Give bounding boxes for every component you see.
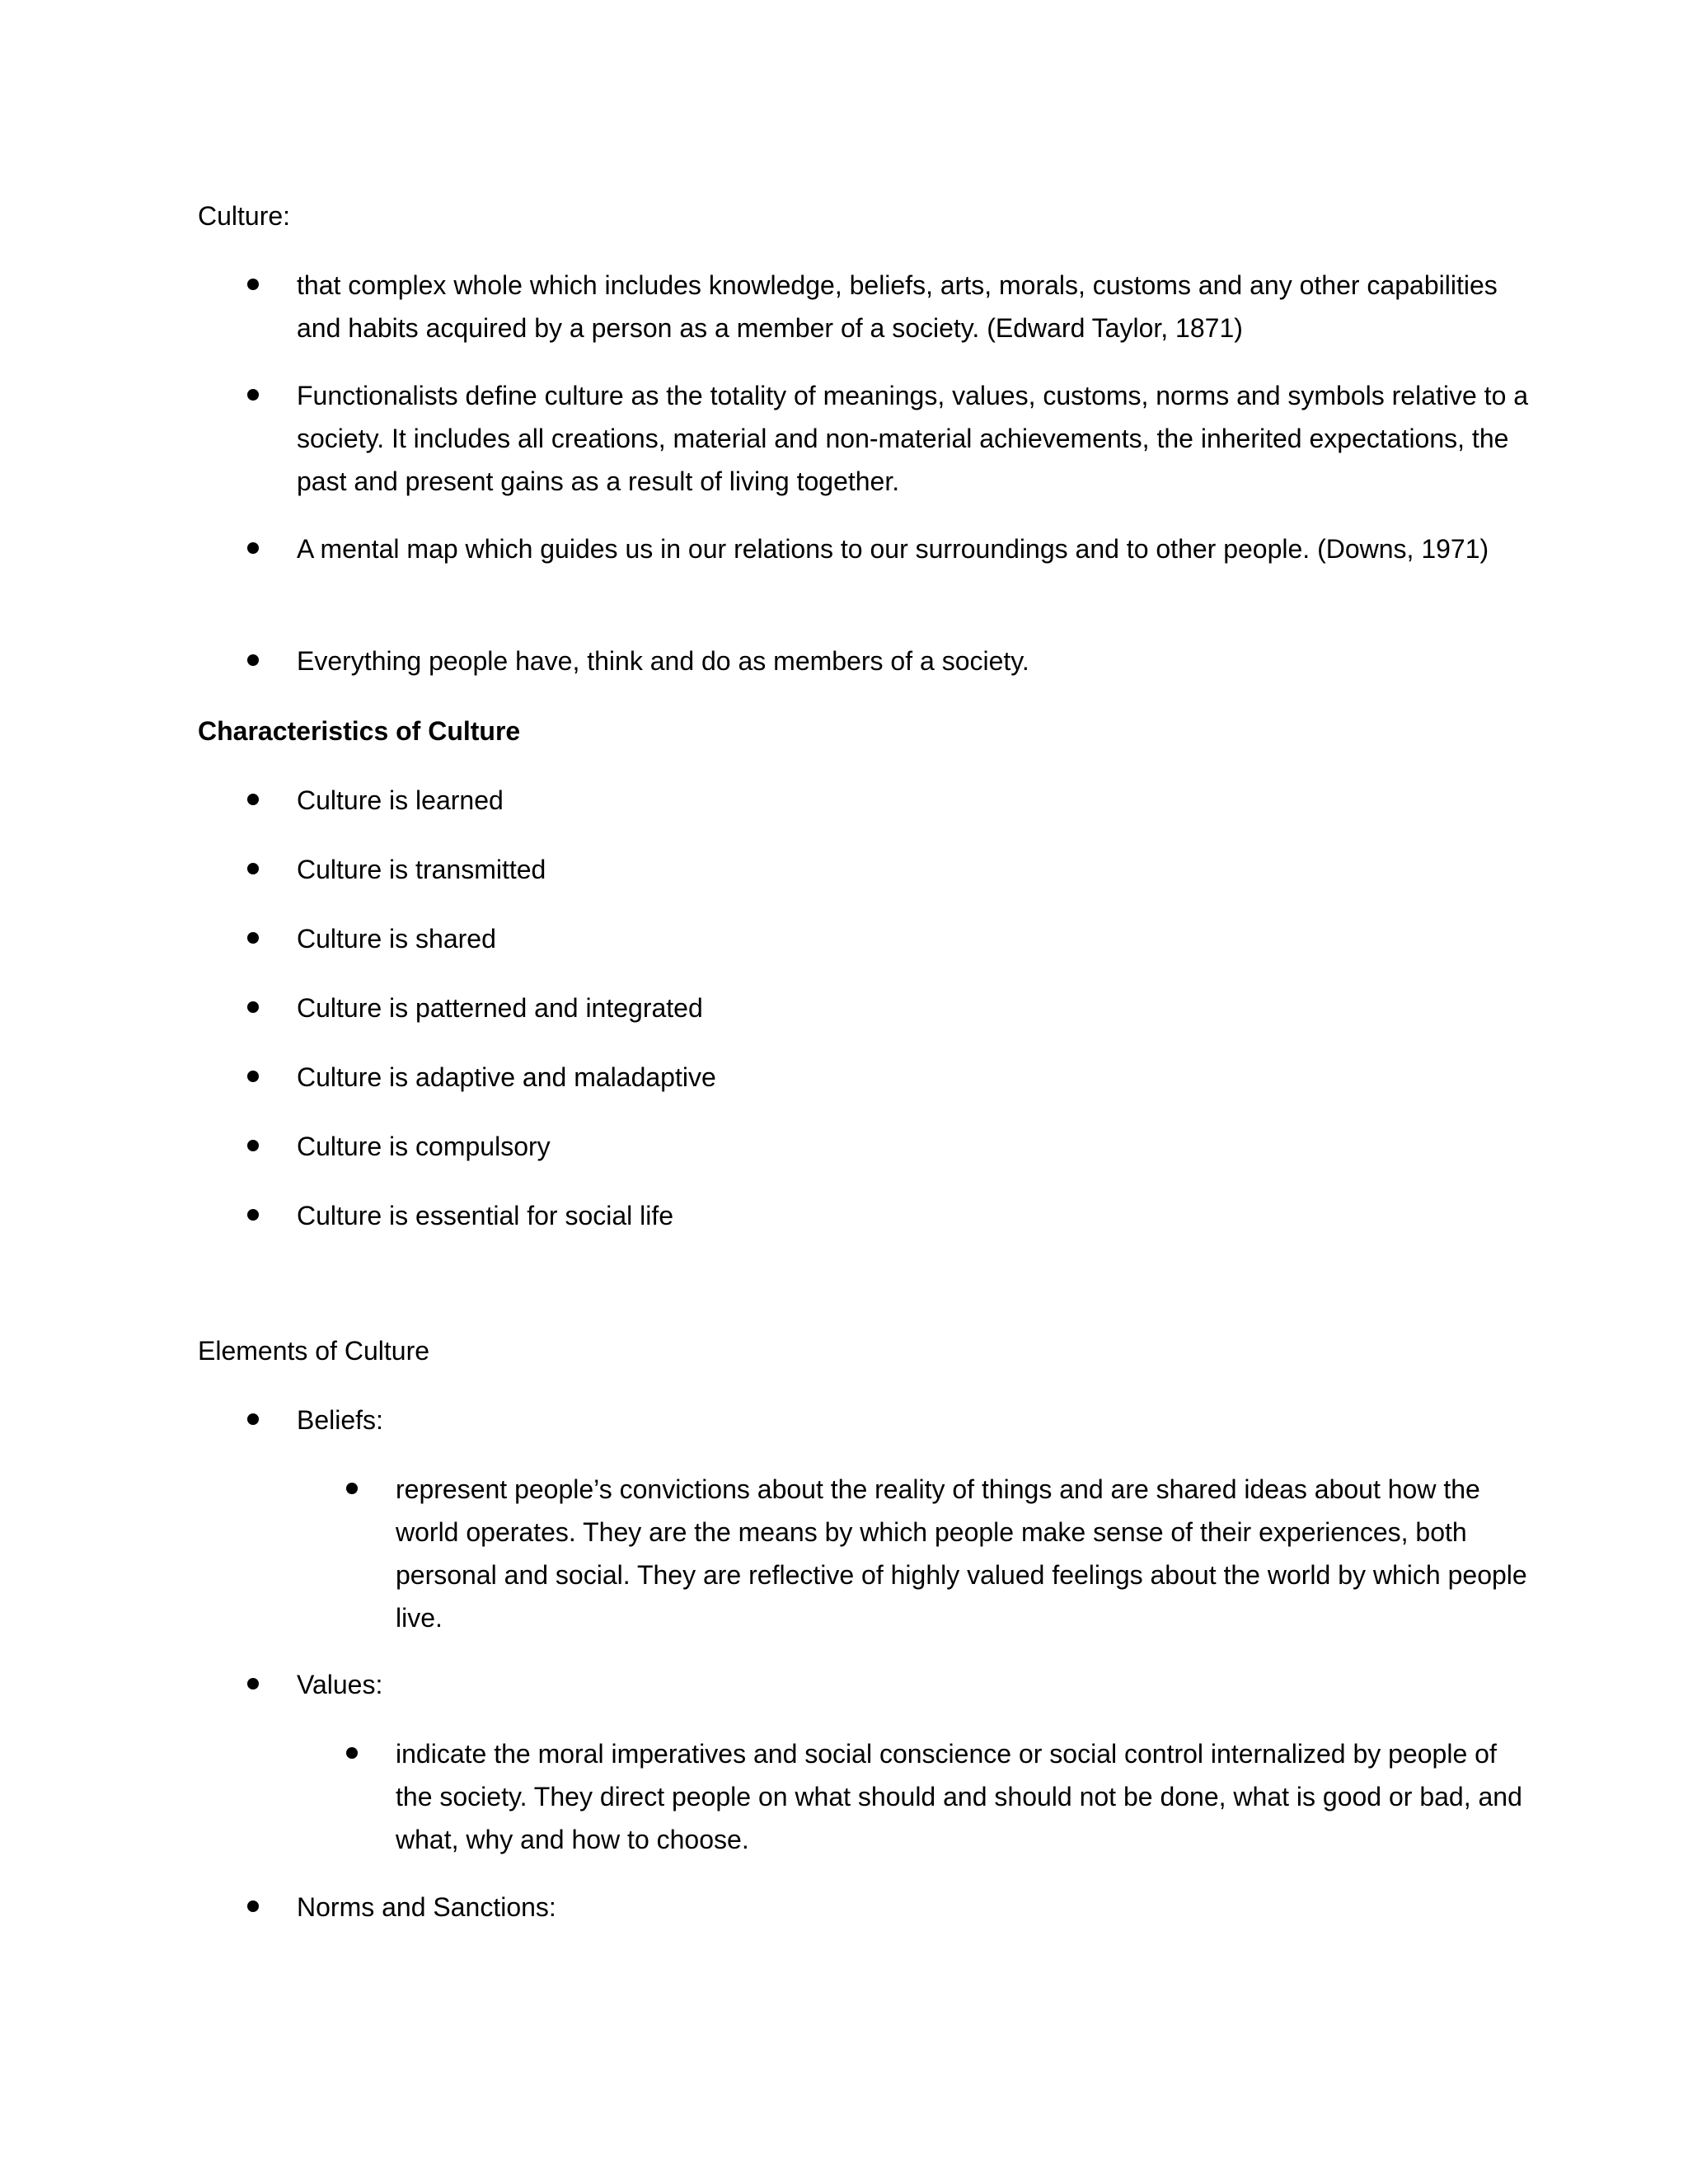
characteristic-text: Culture is transmitted (297, 855, 546, 884)
bullet-icon (346, 1747, 358, 1759)
bullet-icon (247, 542, 259, 554)
bullet-icon (247, 1140, 259, 1151)
characteristic-text: Culture is learned (297, 785, 504, 815)
bullet-icon (247, 279, 259, 290)
characteristics-heading: Characteristics of Culture (198, 716, 521, 746)
element-description: represent people’s convictions about the reality of things and are shared ideas about how the world operates. They are the means by which people make sense of their experiences, both personal and social. They are reflective of highly valued feelings about the world by which people live. (396, 1474, 1527, 1633)
definition-text: Functionalists define culture as the totality of meanings, values, customs, norms and symbols relative to a society. It includes all creations, material and non-material achievements, the inherited expectations, the past and present gains as a result of living together. (297, 381, 1529, 496)
definition-text: A mental map which guides us in our relations to our surroundings and to other people. (Downs, 1971) (297, 534, 1489, 564)
bullet-icon (247, 389, 259, 401)
bullet-icon (247, 1209, 259, 1221)
bullet-icon (247, 932, 259, 944)
element-label: Beliefs: (297, 1405, 383, 1435)
bullet-icon (247, 1001, 259, 1013)
bullet-icon (247, 654, 259, 666)
elements-heading: Elements of Culture (198, 1336, 430, 1366)
characteristic-text: Culture is compulsory (297, 1132, 551, 1161)
bullet-icon (247, 1071, 259, 1082)
element-label: Values: (297, 1670, 383, 1699)
characteristic-text: Culture is patterned and integrated (297, 993, 703, 1023)
characteristic-text: Culture is shared (297, 924, 496, 954)
bullet-icon (247, 1413, 259, 1425)
definition-text: Everything people have, think and do as members of a society. (297, 646, 1029, 676)
definition-text: that complex whole which includes knowledge, beliefs, arts, morals, customs and any other capabilities and habits acquired by a person as a member of a society. (Edward Taylor, 1871) (297, 270, 1498, 343)
bullet-icon (346, 1483, 358, 1494)
characteristic-text: Culture is adaptive and maladaptive (297, 1062, 716, 1092)
bullet-icon (247, 1678, 259, 1690)
culture-heading: Culture: (198, 201, 291, 231)
bullet-icon (247, 863, 259, 874)
bullet-icon (247, 794, 259, 805)
element-label: Norms and Sanctions: (297, 1892, 556, 1922)
characteristic-text: Culture is essential for social life (297, 1201, 674, 1230)
element-description: indicate the moral imperatives and social conscience or social control internalized by people of the society. They direct people on what should and should not be done, what is good or bad, and what, why and how to choose. (396, 1739, 1522, 1854)
bullet-icon (247, 1900, 259, 1912)
